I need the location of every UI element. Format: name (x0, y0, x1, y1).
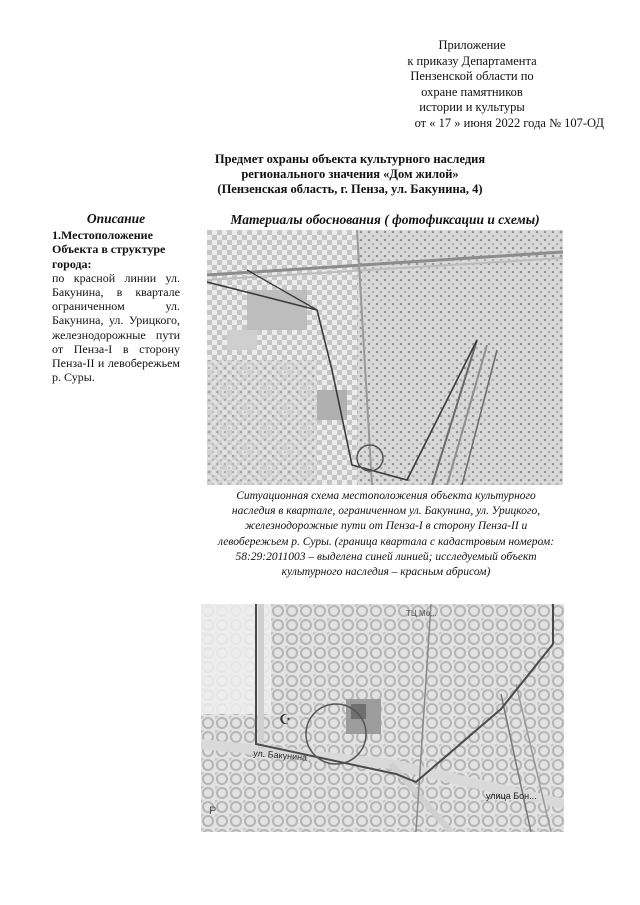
materials-heading: Материалы обоснования ( фотофиксации и схемы) (230, 212, 540, 227)
description-column (52, 212, 180, 384)
street-label-bakunina: ул. Бакунина (252, 748, 308, 763)
appendix-line: Приложение (438, 38, 506, 52)
caption-line: левобережьем р. Суры. (граница квартала с кадастровым номером: (217, 535, 555, 548)
title-line: (Пензенская область, г. Пенза, ул. Бакунина, 4) (217, 182, 483, 196)
mall-label: ТЦ Мо... (406, 609, 437, 618)
document-title (150, 152, 550, 197)
appendix-block (342, 38, 602, 131)
parking-marker: P (209, 805, 217, 817)
detail-map (201, 604, 564, 832)
caption-line: 58:29:2011003 – выделена синей линией; исследуемый объект (235, 550, 537, 563)
caption-line: наследия в квартале, ограниченном ул. Бакунина, ул. Урицкого, (231, 505, 541, 518)
appendix-order-line: от « 17 » июня 2022 года № 107-ОД (414, 115, 604, 130)
situational-map (207, 230, 563, 485)
title-line: Предмет охраны объекта культурного наследия (214, 152, 486, 166)
location-section-title: 1.Местоположение Объекта в структуре города: (52, 228, 166, 271)
appendix-line: истории и культуры (419, 100, 525, 114)
street-label-bottom: улица Бон... (486, 791, 537, 801)
location-text: по красной линии ул. Бакунина, в квартале ограниченном ул. Бакунина, ул. Урицкого, железнодорожные пути от Пенза-I в сторону Пенза-II и левобережьем р. Суры. (52, 270, 180, 385)
appendix-line: Пензенской области по (410, 69, 534, 83)
caption-line: железнодорожные пути от Пенза-I в сторону Пенза-II и (244, 520, 528, 533)
description-heading: Описание (86, 211, 146, 226)
appendix-line: охране памятников (421, 84, 523, 99)
title-line: регионального значения «Дом жилой» (241, 167, 459, 181)
caption-line: Ситуационная схема местоположения объекта культурного (236, 490, 536, 502)
appendix-line: к приказу Департамента (407, 53, 537, 68)
caption-line: культурного наследия – красным абрисом) (281, 566, 491, 579)
map-caption (180, 489, 592, 580)
crescent-icon: ☪ (279, 712, 292, 728)
